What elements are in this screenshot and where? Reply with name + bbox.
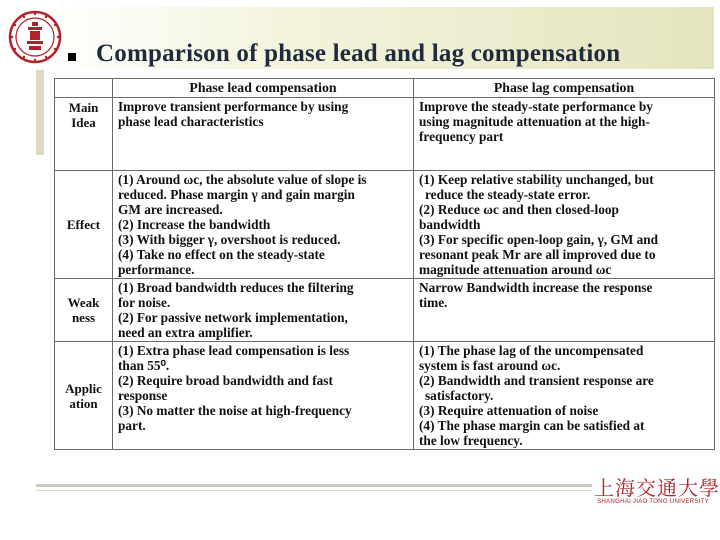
comparison-table [54, 78, 715, 450]
cell-line: (1) Around ωc, the absolute value of slope is [118, 172, 367, 187]
cell-line: (1) Extra phase lead compensation is less [118, 343, 350, 358]
lag-cell-main-idea [414, 98, 715, 171]
cell-line: system is fast around ωc. [419, 358, 561, 373]
row-label-line: ness [71, 310, 96, 325]
cell-line: Narrow Bandwidth increase the response [419, 280, 653, 295]
slide-title: Comparison of phase lead and lag compensation [96, 40, 621, 67]
cell-line: response [118, 388, 168, 403]
header-empty [55, 79, 113, 98]
lead-cell-application [113, 342, 414, 450]
cell-line: need an extra amplifier. [118, 325, 253, 340]
university-logo-en: SHANGHAI JIAO TONG UNIVERSITY [597, 498, 709, 505]
row-label-effect [55, 171, 113, 279]
cell-line: (4) Take no effect on the steady-state [118, 247, 325, 262]
lag-cell-effect [414, 171, 715, 279]
row-label-line: Weak [67, 295, 100, 310]
row-label-application [55, 342, 113, 450]
lag-cell-weakness [414, 279, 715, 342]
cell-line: (1) Broad bandwidth reduces the filtering [118, 280, 354, 295]
table-header-row [55, 79, 715, 98]
table-row [55, 171, 715, 279]
title-bullet-icon [68, 53, 76, 61]
university-seal-icon [8, 10, 62, 64]
cell-line: resonant peak Mr are all improved due to [419, 247, 656, 262]
cell-line: (2) Bandwidth and transient response are [419, 373, 654, 388]
cell-line: bandwidth [419, 217, 481, 232]
header-lead: Phase lead compensation [113, 79, 414, 98]
table-row [55, 342, 715, 450]
lead-cell-effect [113, 171, 414, 279]
cell-line: using magnitude attenuation at the high- [419, 114, 650, 129]
cell-line: performance. [118, 262, 195, 277]
cell-line: (3) Require attenuation of noise [419, 403, 599, 418]
lead-cell-main-idea [113, 98, 414, 171]
cell-line: (1) The phase lag of the uncompensated [419, 343, 644, 358]
cell-line: reduced. Phase margin γ and gain margin [118, 187, 355, 202]
lag-cell-application [414, 342, 715, 450]
cell-line: (2) Reduce ωc and then closed-loop [419, 202, 619, 217]
cell-line: (2) Increase the bandwidth [118, 217, 271, 232]
cell-line: (4) The phase margin can be satisfied at [419, 418, 645, 433]
cell-line: (1) Keep relative stability unchanged, but [419, 172, 654, 187]
side-accent-strip [36, 70, 44, 155]
university-logo-cn: 上海交通大學 [594, 476, 720, 500]
row-label-line: Effect [66, 217, 101, 232]
cell-line: frequency part [419, 129, 504, 144]
cell-line: magnitude attenuation around ωc [419, 262, 612, 277]
table-row [55, 279, 715, 342]
cell-line: Improve the steady-state performance by [419, 99, 653, 114]
footer-rule [36, 484, 592, 487]
cell-line: (3) No matter the noise at high-frequency [118, 403, 352, 418]
row-label-main-idea [55, 98, 113, 171]
row-label-line: Idea [71, 115, 96, 130]
row-label-line: Main [68, 100, 99, 115]
table-row [55, 98, 715, 171]
lead-cell-weakness [113, 279, 414, 342]
row-label-weakness [55, 279, 113, 342]
comparison-table-wrap [54, 78, 714, 450]
cell-line: part. [118, 418, 146, 433]
cell-line: the low frequency. [419, 433, 523, 448]
cell-line: time. [419, 295, 448, 310]
row-label-line: Applic [65, 380, 102, 396]
row-label-line: ation [69, 395, 98, 411]
cell-line: for noise. [118, 295, 171, 310]
cell-line: (2) For passive network implementation, [118, 310, 348, 325]
cell-line: (3) With bigger γ, overshoot is reduced. [118, 232, 341, 247]
cell-line: phase lead characteristics [118, 114, 264, 129]
cell-line: (2) Require broad bandwidth and fast [118, 373, 333, 388]
footer-rule-thin [36, 490, 592, 491]
cell-line: satisfactory. [425, 388, 494, 403]
header-lag: Phase lag compensation [414, 79, 715, 98]
cell-line: than 55⁰. [118, 358, 170, 373]
cell-line: (3) For specific open-loop gain, γ, GM and [419, 232, 659, 247]
cell-line: Improve transient performance by using [118, 99, 349, 114]
cell-line: reduce the steady-state error. [425, 187, 591, 202]
cell-line: GM are increased. [118, 202, 223, 217]
